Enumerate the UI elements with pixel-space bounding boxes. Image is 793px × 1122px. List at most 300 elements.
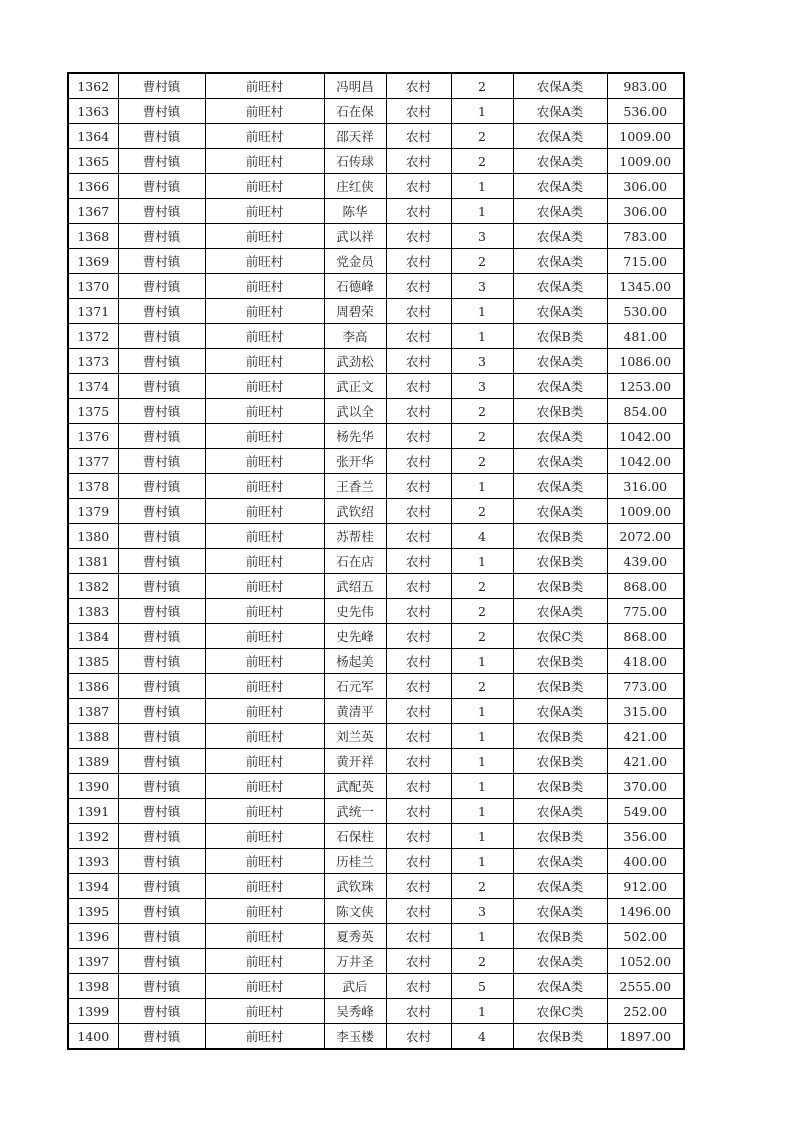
row-number-cell: 1393 [68,849,118,874]
household-type-cell: 农村 [386,974,451,999]
row-number-cell: 1398 [68,974,118,999]
row-number-cell: 1366 [68,174,118,199]
village-cell: 前旺村 [205,73,324,99]
village-cell: 前旺村 [205,474,324,499]
household-type-cell: 农村 [386,149,451,174]
village-cell: 前旺村 [205,674,324,699]
village-cell: 前旺村 [205,724,324,749]
village-cell: 前旺村 [205,974,324,999]
village-cell: 前旺村 [205,299,324,324]
table-row [68,124,684,149]
amount-cell: 370.00 [607,774,684,799]
row-number-cell: 1386 [68,674,118,699]
amount-cell: 1897.00 [607,1024,684,1050]
name-cell: 石在保 [324,99,386,124]
household-type-cell: 农村 [386,299,451,324]
name-cell: 武钦珠 [324,874,386,899]
household-type-cell: 农村 [386,649,451,674]
row-number-cell: 1392 [68,824,118,849]
household-type-cell: 农村 [386,724,451,749]
insurance-category-cell: 农保A类 [513,874,607,899]
household-type-cell: 农村 [386,949,451,974]
name-cell: 陈文侠 [324,899,386,924]
insurance-category-cell: 农保A类 [513,249,607,274]
name-cell: 万井圣 [324,949,386,974]
town-cell: 曹村镇 [118,324,205,349]
table-row [68,274,684,299]
household-type-cell: 农村 [386,924,451,949]
name-cell: 夏秀英 [324,924,386,949]
family-size-cell: 2 [451,124,513,149]
amount-cell: 1086.00 [607,349,684,374]
town-cell: 曹村镇 [118,699,205,724]
row-number-cell: 1384 [68,624,118,649]
table-row [68,449,684,474]
amount-cell: 1253.00 [607,374,684,399]
table-row [68,599,684,624]
insurance-category-cell: 农保B类 [513,824,607,849]
insurance-category-cell: 农保B类 [513,524,607,549]
amount-cell: 421.00 [607,749,684,774]
town-cell: 曹村镇 [118,73,205,99]
beneficiary-table [67,72,685,1050]
village-cell: 前旺村 [205,1024,324,1050]
town-cell: 曹村镇 [118,174,205,199]
row-number-cell: 1389 [68,749,118,774]
insurance-category-cell: 农保A类 [513,349,607,374]
row-number-cell: 1381 [68,549,118,574]
insurance-category-cell: 农保B类 [513,574,607,599]
family-size-cell: 1 [451,724,513,749]
household-type-cell: 农村 [386,124,451,149]
name-cell: 史先伟 [324,599,386,624]
name-cell: 历桂兰 [324,849,386,874]
village-cell: 前旺村 [205,99,324,124]
row-number-cell: 1400 [68,1024,118,1050]
amount-cell: 775.00 [607,599,684,624]
name-cell: 石在店 [324,549,386,574]
town-cell: 曹村镇 [118,149,205,174]
household-type-cell: 农村 [386,174,451,199]
name-cell: 王香兰 [324,474,386,499]
insurance-category-cell: 农保B类 [513,1024,607,1050]
table-row [68,649,684,674]
amount-cell: 356.00 [607,824,684,849]
insurance-category-cell: 农保A类 [513,849,607,874]
household-type-cell: 农村 [386,399,451,424]
name-cell: 周碧荣 [324,299,386,324]
amount-cell: 1009.00 [607,499,684,524]
household-type-cell: 农村 [386,474,451,499]
household-type-cell: 农村 [386,274,451,299]
family-size-cell: 2 [451,574,513,599]
row-number-cell: 1382 [68,574,118,599]
family-size-cell: 1 [451,324,513,349]
row-number-cell: 1377 [68,449,118,474]
table-row [68,1024,684,1050]
amount-cell: 983.00 [607,73,684,99]
amount-cell: 306.00 [607,174,684,199]
table-row [68,549,684,574]
family-size-cell: 2 [451,674,513,699]
village-cell: 前旺村 [205,749,324,774]
table-row [68,73,684,99]
name-cell: 石元军 [324,674,386,699]
town-cell: 曹村镇 [118,249,205,274]
town-cell: 曹村镇 [118,549,205,574]
table-row [68,999,684,1024]
town-cell: 曹村镇 [118,99,205,124]
table-row [68,899,684,924]
name-cell: 武绍五 [324,574,386,599]
family-size-cell: 2 [451,449,513,474]
family-size-cell: 2 [451,249,513,274]
amount-cell: 773.00 [607,674,684,699]
household-type-cell: 农村 [386,999,451,1024]
amount-cell: 316.00 [607,474,684,499]
town-cell: 曹村镇 [118,749,205,774]
family-size-cell: 2 [451,73,513,99]
row-number-cell: 1364 [68,124,118,149]
amount-cell: 1009.00 [607,124,684,149]
insurance-category-cell: 农保A类 [513,899,607,924]
table-row [68,399,684,424]
insurance-category-cell: 农保A类 [513,949,607,974]
amount-cell: 715.00 [607,249,684,274]
amount-cell: 536.00 [607,99,684,124]
family-size-cell: 1 [451,924,513,949]
family-size-cell: 1 [451,549,513,574]
town-cell: 曹村镇 [118,199,205,224]
household-type-cell: 农村 [386,849,451,874]
town-cell: 曹村镇 [118,374,205,399]
town-cell: 曹村镇 [118,874,205,899]
village-cell: 前旺村 [205,624,324,649]
household-type-cell: 农村 [386,249,451,274]
town-cell: 曹村镇 [118,524,205,549]
family-size-cell: 1 [451,199,513,224]
table-row [68,474,684,499]
table-row [68,949,684,974]
table-row [68,324,684,349]
amount-cell: 1052.00 [607,949,684,974]
amount-cell: 252.00 [607,999,684,1024]
town-cell: 曹村镇 [118,349,205,374]
table-body [68,73,684,1049]
row-number-cell: 1395 [68,899,118,924]
name-cell: 邵天祥 [324,124,386,149]
family-size-cell: 3 [451,349,513,374]
town-cell: 曹村镇 [118,574,205,599]
table-row [68,624,684,649]
village-cell: 前旺村 [205,774,324,799]
amount-cell: 400.00 [607,849,684,874]
insurance-category-cell: 农保A类 [513,699,607,724]
row-number-cell: 1388 [68,724,118,749]
amount-cell: 306.00 [607,199,684,224]
table-row [68,699,684,724]
name-cell: 武以全 [324,399,386,424]
name-cell: 石传球 [324,149,386,174]
row-number-cell: 1374 [68,374,118,399]
insurance-category-cell: 农保C类 [513,999,607,1024]
insurance-category-cell: 农保B类 [513,399,607,424]
village-cell: 前旺村 [205,849,324,874]
table-row [68,674,684,699]
name-cell: 杨先华 [324,424,386,449]
family-size-cell: 1 [451,649,513,674]
row-number-cell: 1376 [68,424,118,449]
town-cell: 曹村镇 [118,924,205,949]
insurance-category-cell: 农保A类 [513,274,607,299]
town-cell: 曹村镇 [118,824,205,849]
insurance-category-cell: 农保A类 [513,199,607,224]
insurance-category-cell: 农保A类 [513,499,607,524]
household-type-cell: 农村 [386,1024,451,1050]
table-row [68,749,684,774]
village-cell: 前旺村 [205,899,324,924]
name-cell: 苏帮桂 [324,524,386,549]
name-cell: 刘兰英 [324,724,386,749]
household-type-cell: 农村 [386,749,451,774]
town-cell: 曹村镇 [118,649,205,674]
name-cell: 武统一 [324,799,386,824]
table-row [68,374,684,399]
table-row [68,224,684,249]
village-cell: 前旺村 [205,524,324,549]
town-cell: 曹村镇 [118,949,205,974]
name-cell: 武以祥 [324,224,386,249]
household-type-cell: 农村 [386,599,451,624]
town-cell: 曹村镇 [118,399,205,424]
village-cell: 前旺村 [205,249,324,274]
amount-cell: 502.00 [607,924,684,949]
insurance-category-cell: 农保A类 [513,374,607,399]
table-row [68,849,684,874]
family-size-cell: 5 [451,974,513,999]
village-cell: 前旺村 [205,499,324,524]
name-cell: 李玉楼 [324,1024,386,1050]
town-cell: 曹村镇 [118,1024,205,1050]
insurance-category-cell: 农保B类 [513,674,607,699]
row-number-cell: 1399 [68,999,118,1024]
village-cell: 前旺村 [205,874,324,899]
name-cell: 武劲松 [324,349,386,374]
village-cell: 前旺村 [205,999,324,1024]
family-size-cell: 3 [451,224,513,249]
family-size-cell: 1 [451,99,513,124]
amount-cell: 912.00 [607,874,684,899]
table-row [68,299,684,324]
amount-cell: 421.00 [607,724,684,749]
family-size-cell: 2 [451,599,513,624]
village-cell: 前旺村 [205,699,324,724]
town-cell: 曹村镇 [118,724,205,749]
household-type-cell: 农村 [386,774,451,799]
town-cell: 曹村镇 [118,424,205,449]
village-cell: 前旺村 [205,199,324,224]
family-size-cell: 4 [451,524,513,549]
insurance-category-cell: 农保A类 [513,424,607,449]
table-row [68,574,684,599]
row-number-cell: 1363 [68,99,118,124]
household-type-cell: 农村 [386,224,451,249]
name-cell: 黄开祥 [324,749,386,774]
row-number-cell: 1375 [68,399,118,424]
family-size-cell: 1 [451,824,513,849]
table-row [68,99,684,124]
family-size-cell: 1 [451,999,513,1024]
name-cell: 黄清平 [324,699,386,724]
row-number-cell: 1362 [68,73,118,99]
insurance-category-cell: 农保A类 [513,73,607,99]
insurance-category-cell: 农保A类 [513,799,607,824]
row-number-cell: 1371 [68,299,118,324]
household-type-cell: 农村 [386,199,451,224]
town-cell: 曹村镇 [118,224,205,249]
row-number-cell: 1372 [68,324,118,349]
village-cell: 前旺村 [205,649,324,674]
amount-cell: 418.00 [607,649,684,674]
family-size-cell: 1 [451,174,513,199]
row-number-cell: 1387 [68,699,118,724]
household-type-cell: 农村 [386,449,451,474]
row-number-cell: 1391 [68,799,118,824]
insurance-category-cell: 农保B类 [513,924,607,949]
family-size-cell: 1 [451,774,513,799]
name-cell: 武配英 [324,774,386,799]
insurance-category-cell: 农保A类 [513,449,607,474]
row-number-cell: 1383 [68,599,118,624]
family-size-cell: 2 [451,499,513,524]
table-row [68,499,684,524]
amount-cell: 1009.00 [607,149,684,174]
household-type-cell: 农村 [386,349,451,374]
insurance-category-cell: 农保B类 [513,749,607,774]
row-number-cell: 1397 [68,949,118,974]
family-size-cell: 2 [451,624,513,649]
table-row [68,199,684,224]
town-cell: 曹村镇 [118,599,205,624]
village-cell: 前旺村 [205,149,324,174]
family-size-cell: 3 [451,374,513,399]
name-cell: 武钦绍 [324,499,386,524]
village-cell: 前旺村 [205,449,324,474]
family-size-cell: 2 [451,399,513,424]
village-cell: 前旺村 [205,349,324,374]
town-cell: 曹村镇 [118,449,205,474]
household-type-cell: 农村 [386,549,451,574]
town-cell: 曹村镇 [118,274,205,299]
name-cell: 武后 [324,974,386,999]
household-type-cell: 农村 [386,799,451,824]
amount-cell: 2555.00 [607,974,684,999]
row-number-cell: 1380 [68,524,118,549]
village-cell: 前旺村 [205,424,324,449]
household-type-cell: 农村 [386,574,451,599]
insurance-category-cell: 农保A类 [513,974,607,999]
town-cell: 曹村镇 [118,899,205,924]
town-cell: 曹村镇 [118,799,205,824]
household-type-cell: 农村 [386,99,451,124]
town-cell: 曹村镇 [118,674,205,699]
insurance-category-cell: 农保B类 [513,774,607,799]
table-row [68,874,684,899]
household-type-cell: 农村 [386,374,451,399]
town-cell: 曹村镇 [118,474,205,499]
household-type-cell: 农村 [386,524,451,549]
household-type-cell: 农村 [386,324,451,349]
village-cell: 前旺村 [205,599,324,624]
household-type-cell: 农村 [386,824,451,849]
row-number-cell: 1365 [68,149,118,174]
row-number-cell: 1367 [68,199,118,224]
row-number-cell: 1370 [68,274,118,299]
row-number-cell: 1378 [68,474,118,499]
row-number-cell: 1368 [68,224,118,249]
family-size-cell: 1 [451,299,513,324]
household-type-cell: 农村 [386,874,451,899]
amount-cell: 481.00 [607,324,684,349]
town-cell: 曹村镇 [118,999,205,1024]
amount-cell: 530.00 [607,299,684,324]
table-row [68,774,684,799]
table-row [68,724,684,749]
family-size-cell: 2 [451,949,513,974]
town-cell: 曹村镇 [118,124,205,149]
insurance-category-cell: 农保A类 [513,99,607,124]
amount-cell: 1496.00 [607,899,684,924]
name-cell: 庄红侠 [324,174,386,199]
insurance-category-cell: 农保A类 [513,124,607,149]
table-row [68,524,684,549]
name-cell: 冯明昌 [324,73,386,99]
row-number-cell: 1385 [68,649,118,674]
town-cell: 曹村镇 [118,849,205,874]
family-size-cell: 1 [451,474,513,499]
insurance-category-cell: 农保C类 [513,624,607,649]
family-size-cell: 3 [451,899,513,924]
insurance-category-cell: 农保A类 [513,149,607,174]
name-cell: 石保柱 [324,824,386,849]
village-cell: 前旺村 [205,574,324,599]
town-cell: 曹村镇 [118,499,205,524]
insurance-category-cell: 农保B类 [513,724,607,749]
name-cell: 杨起美 [324,649,386,674]
amount-cell: 783.00 [607,224,684,249]
family-size-cell: 2 [451,424,513,449]
household-type-cell: 农村 [386,674,451,699]
row-number-cell: 1390 [68,774,118,799]
town-cell: 曹村镇 [118,974,205,999]
insurance-category-cell: 农保A类 [513,224,607,249]
village-cell: 前旺村 [205,124,324,149]
village-cell: 前旺村 [205,549,324,574]
family-size-cell: 1 [451,849,513,874]
name-cell: 吴秀峰 [324,999,386,1024]
village-cell: 前旺村 [205,824,324,849]
row-number-cell: 1379 [68,499,118,524]
family-size-cell: 1 [451,699,513,724]
table-row [68,974,684,999]
amount-cell: 1345.00 [607,274,684,299]
row-number-cell: 1373 [68,349,118,374]
amount-cell: 549.00 [607,799,684,824]
family-size-cell: 4 [451,1024,513,1050]
amount-cell: 315.00 [607,699,684,724]
insurance-category-cell: 农保B类 [513,549,607,574]
family-size-cell: 1 [451,749,513,774]
